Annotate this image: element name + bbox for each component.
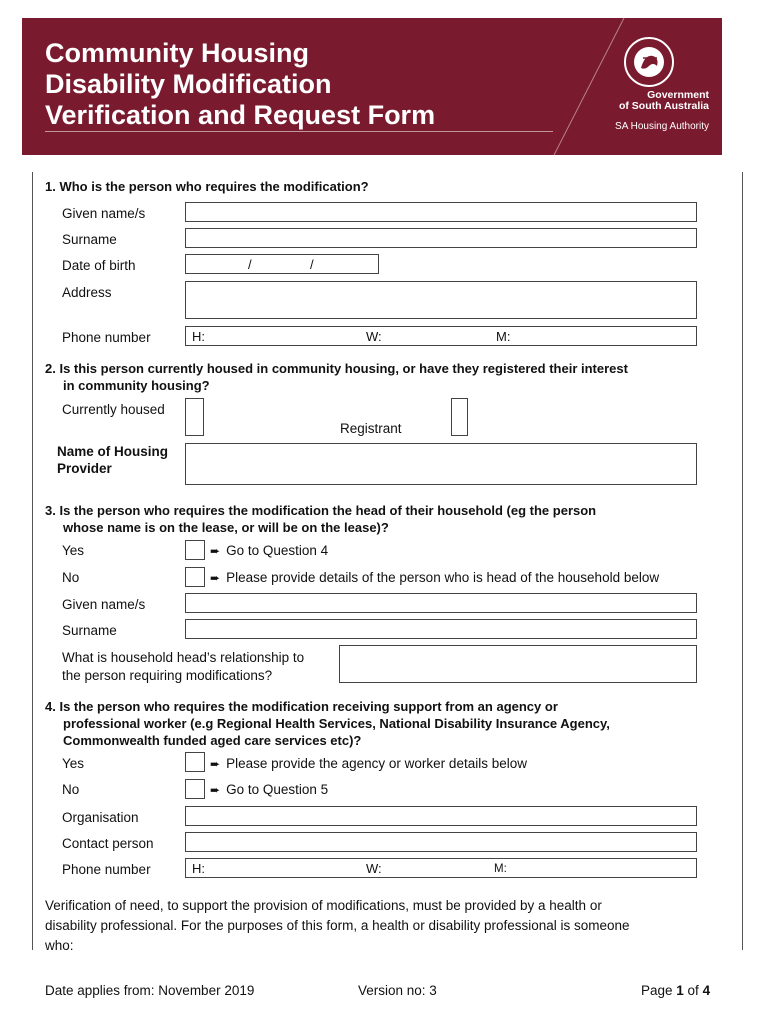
agency-phone-work-label: W:: [366, 861, 382, 876]
question-4: [45, 698, 610, 749]
question-1: 1. Who is the person who requires the modification?: [45, 179, 369, 194]
relationship-label-line-2: the person requiring modifications?: [62, 668, 273, 683]
form-title: [45, 38, 435, 131]
right-margin-line: [742, 172, 743, 950]
q3-no-label: No: [62, 570, 80, 585]
dob-field[interactable]: [185, 254, 379, 274]
government-line-2: of South Australia: [618, 100, 709, 112]
q3-yes-instruction: [210, 542, 328, 560]
footer-date: Date applies from: November 2019: [45, 983, 255, 998]
page-current: 1: [676, 983, 684, 998]
q4-no-note: Go to Question 5: [226, 782, 329, 797]
header-banner: [22, 18, 722, 155]
agency-phone-field[interactable]: [185, 858, 697, 878]
q3-no-note: Please provide details of the person who is head of the household below: [226, 570, 660, 585]
agency-name: SA Housing Authority: [615, 121, 709, 132]
surname-field[interactable]: [185, 228, 697, 248]
page-prefix: Page: [641, 983, 677, 998]
agency-phone-home-label: H:: [192, 861, 205, 876]
given-names-label: Given name/s: [62, 206, 146, 221]
question-2-line-1: 2. Is this person currently housed in community housing, or have they registered their interest: [45, 361, 628, 376]
page-of: of: [683, 983, 703, 998]
surname-label: Surname: [62, 232, 117, 247]
phone-mobile-label: M:: [496, 329, 511, 344]
contact-person-label: Contact person: [62, 836, 154, 851]
page-total: 4: [702, 983, 711, 998]
question-3-line-1: 3. Is the person who requires the modification the head of their household (eg the person: [45, 503, 597, 518]
q4-yes-label: Yes: [62, 756, 85, 771]
q4-yes-note: Please provide the agency or worker details below: [226, 756, 527, 771]
q3-yes-label: Yes: [62, 543, 85, 558]
relationship-field[interactable]: [339, 645, 697, 683]
contact-person-field[interactable]: [185, 832, 697, 852]
arrow-right-icon: ➨: [210, 757, 221, 771]
arrow-right-icon: ➨: [210, 571, 221, 585]
question-3: [45, 502, 596, 536]
footer-page-number: [641, 982, 710, 999]
arrow-right-icon: ➨: [210, 783, 221, 797]
arrow-right-icon: ➨: [210, 544, 221, 558]
registrant-checkbox[interactable]: [451, 398, 468, 436]
currently-housed-label: Currently housed: [62, 402, 165, 417]
question-3-line-2: whose name is on the lease, or will be on the lease)?: [63, 520, 389, 535]
organisation-field[interactable]: [185, 806, 697, 826]
phone-work-label: W:: [366, 329, 382, 344]
head-given-names-field[interactable]: [185, 593, 697, 613]
title-underline: [45, 131, 553, 132]
head-given-names-label: Given name/s: [62, 597, 146, 612]
registrant-label: Registrant: [340, 421, 402, 436]
question-2: [45, 360, 628, 394]
relationship-label-line-1: What is household head’s relationship to: [62, 650, 305, 665]
dob-label: Date of birth: [62, 258, 136, 273]
title-line-1: Community Housing: [45, 38, 309, 68]
verification-paragraph: [45, 896, 695, 956]
verification-line-1: Verification of need, to support the provision of modifications, must be provided by a health or: [45, 898, 602, 913]
housing-provider-label: [57, 443, 168, 477]
q3-no-instruction: [210, 569, 659, 587]
q3-yes-checkbox[interactable]: [185, 540, 205, 560]
agency-phone-mobile-label: M:: [494, 863, 507, 875]
organisation-label: Organisation: [62, 810, 139, 825]
housing-provider-field[interactable]: [185, 443, 697, 485]
question-4-line-1: 4. Is the person who requires the modification receiving support from an agency or: [45, 699, 558, 714]
dob-separator-1: /: [248, 257, 252, 272]
q3-no-checkbox[interactable]: [185, 567, 205, 587]
currently-housed-checkbox[interactable]: [185, 398, 204, 436]
phone-field[interactable]: [185, 326, 697, 346]
question-4-line-3: Commonwealth funded aged care services etc)?: [63, 733, 362, 748]
phone-home-label: H:: [192, 329, 205, 344]
address-label: Address: [62, 285, 112, 300]
q4-no-checkbox[interactable]: [185, 779, 205, 799]
verification-line-2: disability professional. For the purposes of this form, a health or disability professional is someone: [45, 918, 630, 933]
government-line-1: Government: [647, 89, 709, 101]
agency-phone-label: Phone number: [62, 862, 151, 877]
q4-no-instruction: [210, 781, 328, 799]
housing-provider-label-line-1: Name of Housing: [57, 444, 169, 459]
state-seal-icon: [623, 36, 675, 88]
q4-yes-instruction: [210, 755, 527, 773]
title-line-3: Verification and Request Form: [45, 100, 436, 130]
q4-yes-checkbox[interactable]: [185, 752, 205, 772]
question-4-line-2: professional worker (e.g Regional Health Services, National Disability Insurance Agency,: [63, 716, 610, 731]
phone-label: Phone number: [62, 330, 151, 345]
head-surname-label: Surname: [62, 623, 117, 638]
dob-separator-2: /: [310, 257, 314, 272]
question-2-line-2: in community housing?: [63, 378, 210, 393]
verification-line-3: who:: [45, 938, 74, 953]
relationship-label: [62, 649, 304, 685]
address-field[interactable]: [185, 281, 697, 319]
q4-no-label: No: [62, 782, 80, 797]
given-names-field[interactable]: [185, 202, 697, 222]
footer-version: Version no: 3: [358, 983, 437, 998]
government-logo: [599, 36, 709, 146]
head-surname-field[interactable]: [185, 619, 697, 639]
housing-provider-label-line-2: Provider: [57, 461, 112, 476]
left-margin-line: [32, 172, 33, 950]
title-line-2: Disability Modification: [45, 69, 332, 99]
q3-yes-note: Go to Question 4: [226, 543, 329, 558]
